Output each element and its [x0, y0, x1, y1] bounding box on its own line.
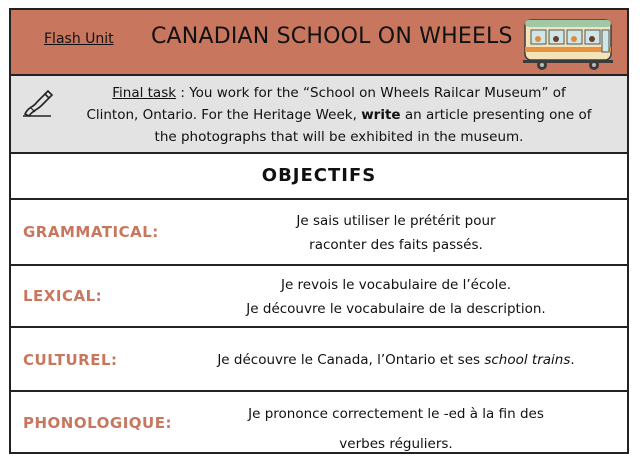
objective-label: LEXICAL: — [23, 287, 103, 305]
objectives-heading: OBJECTIFS — [261, 165, 377, 186]
objective-label: CULTUREL: — [23, 351, 118, 369]
unit-label: Flash Unit — [44, 31, 114, 47]
objective-row-grammatical — [11, 200, 627, 266]
objective-label: GRAMMATICAL: — [23, 223, 159, 241]
objectives-heading-row — [11, 154, 627, 200]
writing-hand-icon — [21, 88, 53, 118]
final-task-panel — [11, 76, 627, 154]
header-banner — [11, 10, 627, 76]
objective-label: PHONOLOGIQUE: — [23, 414, 172, 432]
final-task-text: Final task : You work for the “School on Wheels Railcar Museum” of Clinton, Ontario. For the Heritage Week, write an article presenting one of the photographs that will be exhibited in the museum. — [86, 85, 592, 145]
objective-description: Je sais utiliser le prétérit pour raconter des faits passés. — [296, 213, 496, 253]
objective-row-culturel — [11, 328, 627, 392]
objective-description: Je revois le vocabulaire de l’école. Je découvre le vocabulaire de la description. — [246, 277, 546, 317]
page-title: CANADIAN SCHOOL ON WHEELS — [151, 24, 513, 49]
final-task-label: Final task — [112, 85, 177, 101]
school-railcar-icon — [522, 16, 614, 72]
objective-description: Je prononce correctement le -ed à la fin des verbes réguliers. — [248, 406, 544, 452]
objective-description: Je découvre le Canada, l’Ontario et ses school trains. — [217, 352, 575, 368]
worksheet — [9, 8, 629, 454]
objective-row-phonologique — [11, 392, 627, 454]
objective-row-lexical — [11, 266, 627, 328]
